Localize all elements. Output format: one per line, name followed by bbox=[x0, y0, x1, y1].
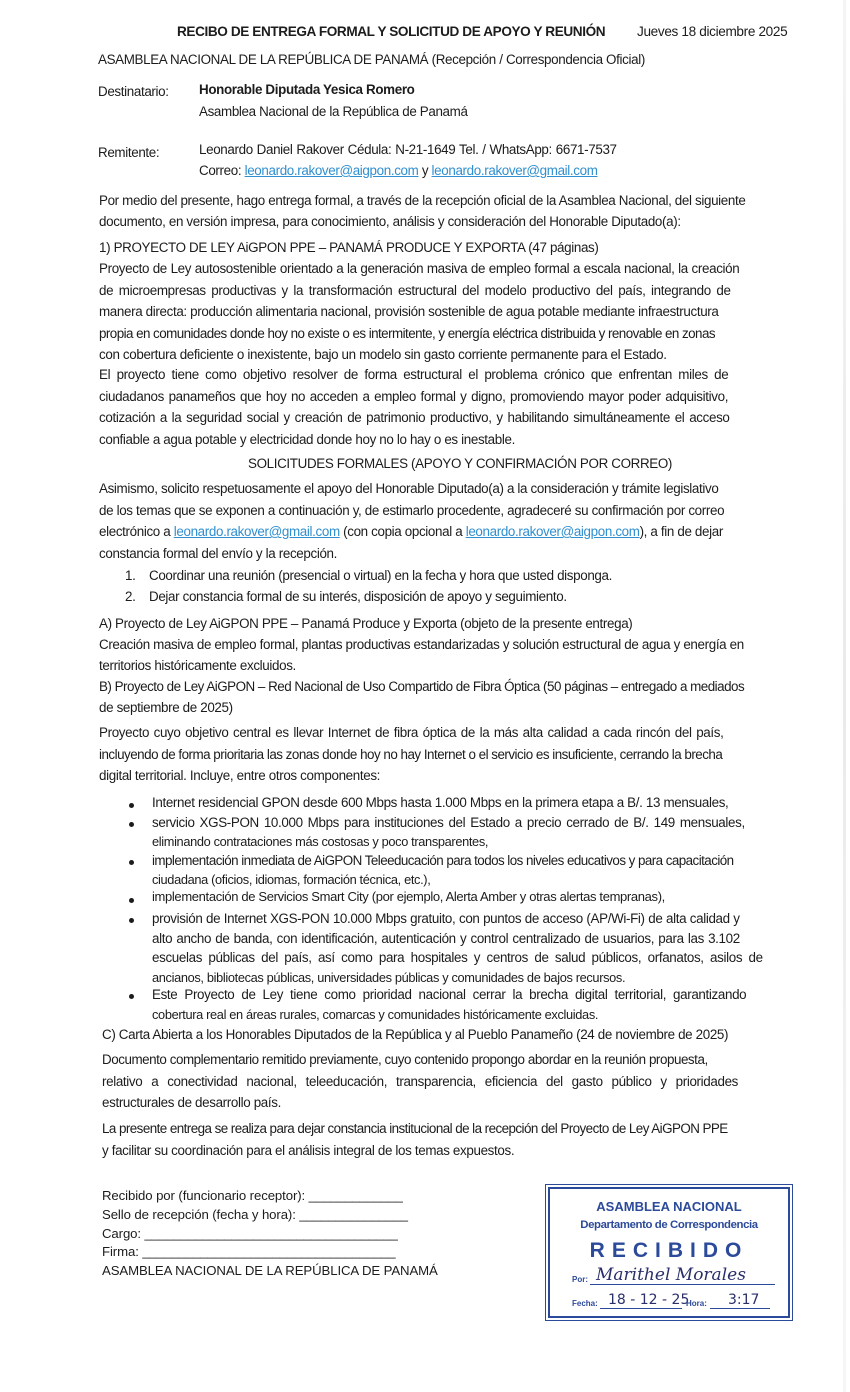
intro-line-2: documento, en versión impresa, para conocimiento, análisis y consideración del Honorable Diputado(a): bbox=[99, 214, 681, 229]
document-title: RECIBO DE ENTREGA FORMAL Y SOLICITUD DE APOYO Y REUNIÓN bbox=[177, 24, 606, 39]
position-field[interactable]: Cargo: ___________________________________ bbox=[102, 1225, 398, 1241]
bullet-line: ancianos, bibliotecas públicas, universidades públicas y comunidades de bajos recursos. bbox=[152, 969, 626, 985]
closing-paragraph bbox=[102, 1118, 728, 1161]
request-item-2 bbox=[125, 589, 567, 604]
project-a-line-2: territorios históricamente excluidos. bbox=[99, 658, 296, 673]
stamp-hora-label: Hora: bbox=[686, 1299, 707, 1308]
bullet-line: ciudadana (oficios, idiomas, formación técnica, etc.), bbox=[152, 872, 431, 887]
email-prefix: Correo: bbox=[199, 163, 245, 178]
bullet-item-5 bbox=[152, 909, 763, 987]
project-c-description bbox=[102, 1049, 738, 1114]
stamp-hora-line bbox=[710, 1308, 770, 1309]
bullet-line: servicio XGS-PON 10.000 Mbps para instituciones del Estado a precio cerrado de B/. 149 mensuales, bbox=[152, 815, 745, 830]
bullet-item-2 bbox=[152, 813, 745, 851]
paragraph-line: con cobertura deficiente o inexistente, bajo un modelo sin gasto corriente permanente para el Estado. bbox=[99, 347, 667, 362]
paragraph-line: cotización a la seguridad social y creación de patrimonio productivo, y habilitando simultáneamente el acceso bbox=[99, 410, 730, 425]
paragraph-line: Asimismo, solicito respetuosamente el apoyo del Honorable Diputado(a) a la consideración y trámite legislativo bbox=[99, 481, 719, 496]
paragraph-line: incluyendo de forma prioritaria las zonas donde hoy no hay Internet o el servicio es insuficiente, cerrando la brecha bbox=[99, 746, 723, 762]
institution-line: ASAMBLEA NACIONAL DE LA REPÚBLICA DE PANAMÁ (Recepción / Correspondencia Oficial) bbox=[98, 52, 645, 67]
project-b-heading: B) Proyecto de Ley AiGPON – Red Nacional de Uso Compartido de Fibra Óptica (50 páginas – entregado a mediados bbox=[99, 679, 745, 694]
paragraph-line: Proyecto de Ley autosostenible orientado a la generación masiva de empleo formal a escala nacional, la creación bbox=[99, 261, 740, 276]
stamp-department: Departamento de Correspondencia bbox=[580, 1219, 758, 1231]
bullet-item-4: implementación de Servicios Smart City (por ejemplo, Alerta Amber y otras alertas tempranas), bbox=[152, 889, 665, 904]
stamp-fecha-value: 18 - 12 - 25 bbox=[608, 1292, 690, 1308]
paragraph-line: Documento complementario remitido previamente, cuyo contenido propongo abordar en la reunión propuesta, bbox=[102, 1052, 708, 1067]
project-b-heading-cont: de septiembre de 2025) bbox=[99, 700, 233, 715]
sender-label: Remitente: bbox=[98, 145, 160, 160]
text-segment: ), a fin de dejar bbox=[639, 524, 723, 539]
paragraph-line: manera directa: producción alimentaria nacional, provisión sostenible de agua potable mediante infraestructura bbox=[99, 304, 719, 319]
project-a-heading: A) Proyecto de Ley AiGPON PPE – Panamá Produce y Exporta (objeto de la presente entrega) bbox=[99, 616, 633, 631]
request-item-1 bbox=[125, 568, 612, 583]
paragraph-line: relativo a conectividad nacional, teleeducación, transparencia, eficiencia del gasto público y prioridades bbox=[102, 1073, 739, 1089]
scan-edge bbox=[843, 0, 846, 1392]
sender-emails bbox=[199, 163, 598, 178]
bullet-icon bbox=[129, 803, 134, 808]
intro-line-1: Por medio del presente, hago entrega formal, a través de la recepción oficial de la Asamblea Nacional, del siguiente bbox=[99, 193, 746, 208]
received-by-field[interactable]: Recibido por (funcionario receptor): _____________ bbox=[102, 1188, 403, 1203]
bullet-line: Este Proyecto de Ley tiene como prioridad nacional cerrar la brecha digital territorial, garantizando bbox=[152, 987, 747, 1002]
signature-institution: ASAMBLEA NACIONAL DE LA REPÚBLICA DE PANAMÁ bbox=[102, 1263, 438, 1279]
project-c-heading: C) Carta Abierta a los Honorables Diputados de la República y al Pueblo Panameño (24 de noviembre de 2025) bbox=[102, 1027, 729, 1042]
sender-info: Leonardo Daniel Rakover Cédula: N-21-1649 Tel. / WhatsApp: 6671-7537 bbox=[199, 142, 617, 157]
bullet-icon bbox=[129, 898, 134, 903]
paragraph-line: constancia formal del envío y la recepción. bbox=[99, 545, 338, 561]
bullet-icon bbox=[129, 822, 134, 827]
stamp-received: RECIBIDO bbox=[589, 1239, 749, 1262]
paragraph-line: digital territorial. Incluye, entre otros componentes: bbox=[99, 768, 381, 783]
paragraph-line: de microempresas productivas y la transformación estructural del modelo productivo del país, integrando de bbox=[99, 282, 731, 298]
paragraph-line: de los temas que se exponen a continuación y, de estimarlo procedente, agradeceré su confirmación por correo bbox=[99, 502, 725, 518]
email-link-gmail[interactable]: leonardo.rakover@gmail.com bbox=[431, 163, 598, 178]
bullet-icon bbox=[129, 860, 134, 865]
paragraph-line: propia en comunidades donde hoy no existe o es intermitente, y energía eléctrica distribuida y renovable en zonas bbox=[99, 325, 715, 341]
requests-paragraph bbox=[99, 478, 724, 564]
bullet-line: cobertura real en áreas rurales, comarcas y comunidades históricamente excluidas. bbox=[152, 1006, 599, 1022]
item-number: 1. bbox=[125, 568, 136, 583]
recipient-label: Destinatario: bbox=[98, 84, 169, 99]
bullet-line: alto ancho de banda, con identificación, autenticación y control centralizado de usuarios, para las 3.102 bbox=[152, 930, 740, 946]
bullet-line: implementación inmediata de AiGPON Teleeducación para todos los niveles educativos y para capacitación bbox=[152, 853, 734, 868]
bullet-line: eliminando contrataciones más costosas y poco transparentes, bbox=[152, 834, 489, 849]
recipient-name: Honorable Diputada Yesica Romero bbox=[199, 82, 415, 97]
bullet-item-3 bbox=[152, 851, 734, 889]
text-segment: (con copia opcional a bbox=[339, 524, 466, 539]
section1-paragraph1 bbox=[99, 258, 739, 366]
bullet-line: escuelas públicas del país, así como para hospitales y centros de salud públicos, orfanatos, asilos de bbox=[152, 950, 763, 965]
paragraph-line: ciudadanos panameños que hoy no acceden a empleo formal y digno, promoviendo mayor poder adquisitivo, bbox=[99, 388, 729, 404]
stamp-por-signature: Marithel Morales bbox=[596, 1265, 746, 1285]
paragraph-line: confiable a agua potable y electricidad donde hoy no lo hay o es inestable. bbox=[99, 431, 515, 447]
stamp-por-label: Por: bbox=[572, 1275, 588, 1284]
project-a-line-1: Creación masiva de empleo formal, plantas productivas estandarizadas y solución estructural de agua y energía en bbox=[99, 637, 744, 652]
email-link-aigpon[interactable]: leonardo.rakover@aigpon.com bbox=[244, 163, 419, 178]
bullet-icon bbox=[129, 918, 134, 923]
paragraph-line bbox=[99, 521, 724, 543]
stamp-institution: ASAMBLEA NACIONAL bbox=[596, 1199, 742, 1214]
item-text: Coordinar una reunión (presencial o virtual) en la fecha y hora que usted disponga. bbox=[149, 568, 612, 583]
bullet-item-6 bbox=[152, 985, 746, 1024]
project-b-description bbox=[99, 722, 723, 787]
reception-seal-field[interactable]: Sello de recepción (fecha y hora): _______________ bbox=[102, 1206, 408, 1222]
paragraph-line: El proyecto tiene como objetivo resolver de forma estructural el problema crónico que enfrentan miles de bbox=[99, 367, 729, 382]
bullet-line: provisión de Internet XGS-PON 10.000 Mbps gratuito, con puntos de acceso (AP/Wi-Fi) de alta calidad y bbox=[152, 911, 740, 926]
reception-stamp bbox=[548, 1187, 790, 1318]
stamp-fecha-label: Fecha: bbox=[572, 1299, 598, 1308]
email-link-aigpon[interactable]: leonardo.rakover@aigpon.com bbox=[465, 524, 640, 539]
recipient-org: Asamblea Nacional de la República de Panamá bbox=[199, 104, 468, 119]
signature-block bbox=[102, 1187, 438, 1281]
paragraph-line: y facilitar su coordinación para el análisis integral de los temas expuestos. bbox=[102, 1142, 515, 1158]
paragraph-line: Proyecto cuyo objetivo central es llevar Internet de fibra óptica de la más alta calidad a cada rincón del país, bbox=[99, 725, 724, 740]
text-segment: electrónico a bbox=[99, 524, 174, 539]
item-number: 2. bbox=[125, 589, 136, 604]
paragraph-line: estructurales de desarrollo país. bbox=[102, 1095, 281, 1110]
section1-heading: 1) PROYECTO DE LEY AiGPON PPE – PANAMÁ PRODUCE Y EXPORTA (47 páginas) bbox=[99, 240, 599, 255]
document-date: Jueves 18 diciembre 2025 bbox=[637, 24, 788, 39]
stamp-fecha-line bbox=[600, 1308, 682, 1309]
paragraph-line: La presente entrega se realiza para dejar constancia institucional de la recepción del Proyecto de Ley AiGPON PPE bbox=[102, 1121, 728, 1136]
bullet-item-1: Internet residencial GPON desde 600 Mbps hasta 1.000 Mbps en la primera etapa a B/. 13 mensuales, bbox=[152, 795, 729, 810]
email-join: y bbox=[418, 163, 432, 178]
stamp-hora-value: 3:17 bbox=[728, 1292, 760, 1308]
item-text: Dejar constancia formal de su interés, disposición de apoyo y seguimiento. bbox=[149, 589, 567, 604]
email-link-gmail[interactable]: leonardo.rakover@gmail.com bbox=[173, 524, 340, 539]
requests-heading: SOLICITUDES FORMALES (APOYO Y CONFIRMACIÓN POR CORREO) bbox=[248, 456, 673, 471]
bullet-icon bbox=[129, 994, 134, 999]
section1-paragraph2 bbox=[99, 364, 730, 450]
signature-field[interactable]: Firma: ___________________________________ bbox=[102, 1244, 396, 1260]
